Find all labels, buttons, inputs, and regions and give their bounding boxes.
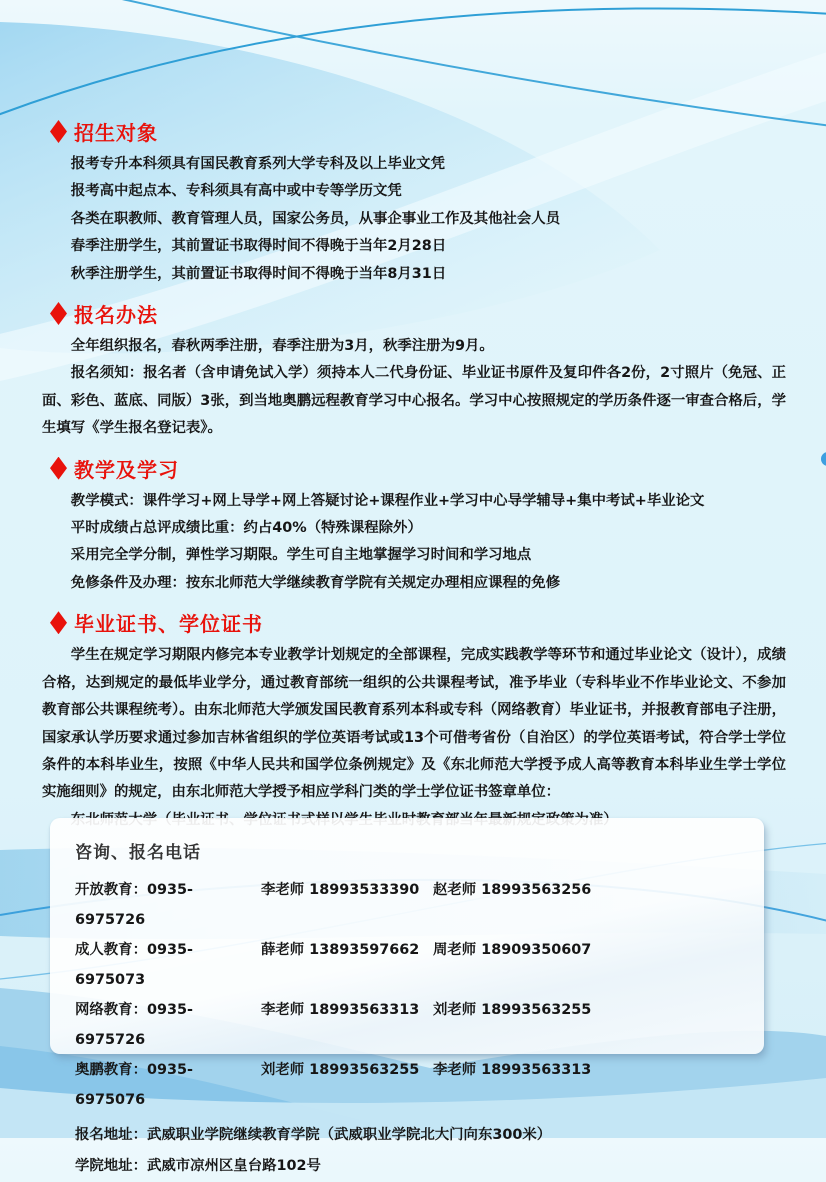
list-item: 免修条件及办理：按东北师范大学继续教育学院有关规定办理相应课程的免修 [70,574,561,591]
diamond-icon [50,611,67,634]
phone-label: 网络教育：0935-6975726 [75,1002,193,1048]
address-block [75,1120,746,1182]
diamond-icon [50,120,67,143]
list-item: 报考专升本科须具有国民教育系列大学专科及以上毕业文凭 [70,156,445,172]
address-line: 报名地址：武威职业学院继续教育学院（武威职业学院北大门向东300米） [75,1127,552,1143]
section-title: 教学及学习 [74,457,179,482]
phone-label: 开放教育：0935-6975726 [75,882,193,928]
section-heading [50,299,786,328]
paragraph: 学生在规定学习期限内修完本专业教学计划规定的全部课程，完成实践教学等环节和通过毕业论文（设计），成绩合格，达到规定的最低毕业学分，通过教育部统一组织的公共课程考试，准予毕业（专科毕业不作毕业论文、不参加教育部公共课程统考）。由东北师范大学颁发国民教育系列本科或专科（网络教育）毕业证书，并报教育部电子注册，国家承认学历要求通过参加吉林省组织的学位英语考试或13个可借考省份（自治区）的学位英语考试，符合学士学位条件的本科毕业生，按照《中华人民共和国学位条例规定》及《东北师范大学授予成人高等教育本科毕业生学士学位实施细则》的规定，由东北师范大学授予相应学科门类的学士学位证书签章单位： [42,647,786,801]
phone-contact: 刘老师 18993563255 [261,1062,420,1078]
paragraph: 全年组织报名，春秋两季注册，春季注册为3月，秋季注册为9月。 [70,338,494,355]
contact-card [50,818,764,1174]
phone-label: 奥鹏教育：0935-6975076 [75,1062,193,1108]
section-heading [50,454,786,483]
section-certificates [42,608,786,834]
list-item: 平时成绩占总评成绩比重：约占40%（特殊课程除外） [70,520,422,537]
list-item: 教学模式：课件学习+网上导学+网上答疑讨论+课程作业+学习中心导学辅导+集中考试+毕业论文 [70,492,705,509]
section-title: 报名办法 [74,303,158,328]
phone-label: 成人教育：0935-6975073 [75,942,193,988]
list-item: 采用完全学分制，弹性学习期限。学生可自主地掌握学习时间和学习地点 [70,547,532,564]
phone-row [75,995,746,1055]
phone-contact: 李老师 18993533390 [261,882,420,898]
phone-contact: 赵老师 18993563256 [433,882,592,898]
list-item: 报考高中起点本、专科须具有高中或中专等学历文凭 [70,183,402,200]
list-item: 各类在职教师、教育管理人员，国家公务员，从事企事业工作及其他社会人员 [70,210,561,227]
contact-card-title: 咨询、报名电话 [75,843,201,863]
phone-contact: 李老师 18993563313 [433,1062,592,1078]
diamond-icon [50,302,67,325]
list-item: 秋季注册学生，其前置证书取得时间不得晚于当年8月31日 [70,265,447,282]
phone-row [75,935,746,995]
main-content [42,106,786,834]
phone-contact: 刘老师 18993563255 [433,1002,592,1018]
section-heading [50,608,786,637]
section-registration-method [42,299,786,443]
phone-contact: 李老师 18993563313 [261,1002,420,1018]
diamond-icon [50,457,67,480]
phone-contact: 周老师 18909350607 [433,942,592,958]
section-title: 毕业证书、学位证书 [74,612,263,637]
section-teaching-learning [42,454,786,598]
paragraph: 报名须知：报名者（含申请免试入学）须持本人二代身份证、毕业证书原件及复印件各2份，2寸照片（免冠、正面、彩色、蓝底、同版）3张，到当地奥鹏远程教育学习中心报名。学习中心按照规定的学历条件逐一审查合格后，学生填写《学生报名登记表》。 [42,365,786,437]
phone-row [75,1055,746,1115]
list-item: 春季注册学生，其前置证书取得时间不得晚于当年2月28日 [70,238,447,255]
right-edge-dot [821,452,826,466]
section-enrollment-targets [42,117,786,288]
address-line: 学院地址：武威市凉州区皇台路102号 [75,1158,321,1174]
section-title: 招生对象 [74,121,158,145]
section-heading [50,117,786,146]
phone-contact: 薛老师 13893597662 [261,942,420,958]
phone-row [75,875,746,935]
